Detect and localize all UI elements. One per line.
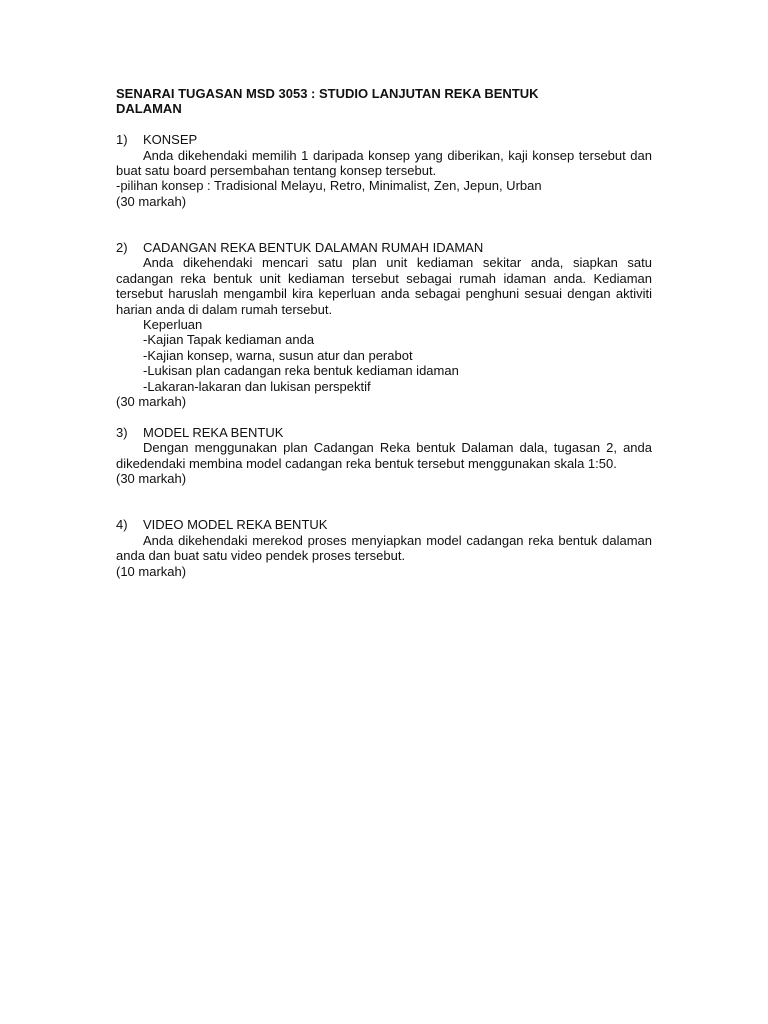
requirements-title: Keperluan: [143, 317, 203, 333]
list-item: -Kajian Tapak kediaman anda: [143, 332, 315, 348]
section-title: CADANGAN REKA BENTUK DALAMAN RUMAH IDAMAN: [143, 240, 484, 256]
section-heading: [116, 132, 652, 147]
section-paragraph: Anda dikehendaki memilih 1 daripada konsep yang diberikan, kaji konsep tersebut dan buat satu board persembahan tentang konsep tersebut.: [116, 147, 652, 179]
section-heading: [116, 425, 652, 440]
section-konsep: [116, 132, 652, 209]
section-marks: (30 markah): [116, 471, 187, 487]
section-title: MODEL REKA BENTUK: [143, 424, 284, 440]
section-marks: (30 markah): [116, 394, 187, 410]
concept-options: -pilihan konsep : Tradisional Melayu, Retro, Minimalist, Zen, Jepun, Urban: [116, 178, 542, 194]
section-title: VIDEO MODEL REKA BENTUK: [143, 517, 328, 533]
section-cadangan: [116, 240, 652, 409]
section-paragraph: Anda dikehendaki mencari satu plan unit kediaman sekitar anda, siapkan satu cadangan reka bentuk unit kediaman tersebut sebagai rumah idaman anda. Kediaman tersebut haruslah mengambil kira keperluan anda sebagai penghuni sesuai dengan aktiviti harian anda di dalam rumah tersebut.: [116, 255, 652, 317]
list-item: -Lakaran-lakaran dan lukisan perspektif: [143, 378, 371, 394]
section-heading: [116, 517, 652, 532]
section-number: 3): [116, 424, 128, 440]
document-title: SENARAI TUGASAN MSD 3053 : STUDIO LANJUTAN REKA BENTUK DALAMAN: [116, 86, 539, 117]
section-number: 2): [116, 240, 128, 256]
section-paragraph: Dengan menggunakan plan Cadangan Reka bentuk Dalaman dala, tugasan 2, anda dikedendaki membina model cadangan reka bentuk tersebut menggunakan skala 1:50.: [116, 440, 652, 471]
section-number: 4): [116, 517, 128, 533]
section-marks: (30 markah): [116, 193, 187, 209]
section-heading: [116, 240, 652, 255]
list-item: -Lukisan plan cadangan reka bentuk kediaman idaman: [143, 363, 459, 379]
section-title: KONSEP: [143, 132, 198, 148]
section-paragraph: Anda dikehendaki merekod proses menyiapkan model cadangan reka bentuk dalaman anda dan buat satu video pendek proses tersebut.: [116, 532, 652, 564]
list-item: -Kajian konsep, warna, susun atur dan perabot: [143, 347, 413, 363]
section-video: [116, 517, 652, 579]
section-marks: (10 markah): [116, 563, 187, 579]
section-number: 1): [116, 132, 128, 148]
section-model: [116, 425, 652, 487]
document-page: [116, 86, 652, 579]
